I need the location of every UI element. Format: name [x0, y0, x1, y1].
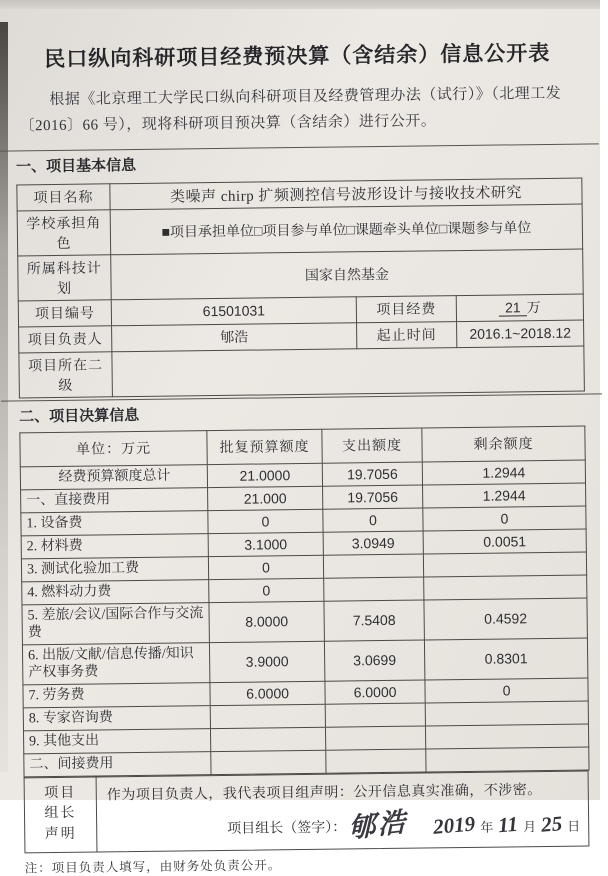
table-row	[22, 638, 587, 685]
cell-remaining: 0.0051	[423, 529, 586, 554]
declaration-statement: 作为项目负责人，我代表项目组声明：公开信息真实准确，不涉密。	[106, 782, 542, 803]
cell-remaining	[424, 575, 587, 600]
section2-heading: 二、项目决算信息	[1, 393, 602, 428]
handwritten-signature: 郇浩	[348, 806, 409, 844]
cell-spent: 7.5408	[324, 600, 424, 641]
section1-heading: 一、项目基本信息	[0, 143, 599, 178]
cell-approved: 21.0000	[207, 463, 322, 487]
declaration-label-line: 声明	[44, 826, 77, 842]
declaration-label-line: 项目	[44, 785, 77, 802]
cell-spent	[326, 748, 426, 772]
row-label: 二、间接费用	[24, 751, 211, 776]
cell-spent	[325, 725, 425, 749]
cell-approved: 3.9000	[209, 641, 324, 682]
row-label: 7. 劳务费	[23, 682, 210, 707]
cell-approved	[211, 750, 326, 774]
cell-approved: 0	[208, 555, 323, 579]
declaration-label-line: 组长	[44, 806, 77, 822]
col-header-unit: 单位：万元	[20, 430, 207, 466]
period-value: 2016.1~2018.12	[457, 320, 584, 348]
cell-remaining	[425, 724, 588, 749]
cell-spent: 3.0699	[324, 640, 424, 681]
pi-label: 项目负责人	[19, 325, 112, 352]
cell-spent	[325, 702, 425, 726]
cell-spent	[324, 577, 424, 601]
intro-paragraph: 根据《北京理工大学民口纵向科研项目及经费管理办法（试行）》（北理工发〔2016〕66 号），现将科研项目预决算（含结余）进行公开。	[19, 85, 562, 135]
signature-date	[433, 811, 580, 838]
dept-label: 项目所在二级	[19, 351, 113, 397]
cell-remaining: 1.2944	[422, 460, 585, 485]
day-char: 日	[567, 818, 581, 834]
cell-approved: 0	[208, 509, 323, 533]
budget-table	[19, 425, 589, 777]
budget-label: 项目经费	[356, 295, 456, 322]
table-row	[22, 598, 587, 645]
program-label: 所属科技计划	[18, 254, 112, 300]
budget-unit: 万	[526, 301, 541, 317]
cell-approved	[210, 727, 325, 751]
row-label: 一、直接费用	[21, 487, 208, 512]
cell-approved: 21.000	[208, 486, 323, 510]
cell-remaining: 0	[423, 506, 586, 531]
handwritten-day: 25	[540, 810, 564, 837]
cell-approved: 3.1000	[208, 532, 323, 556]
budget-amount: 21	[499, 299, 527, 316]
cell-spent: 0	[323, 508, 423, 532]
signature-line	[107, 808, 580, 845]
cell-remaining	[425, 701, 588, 726]
cell-spent: 3.0949	[323, 531, 423, 555]
dept-value	[112, 346, 585, 397]
handwritten-year: 2019	[432, 810, 477, 839]
signature-label: 项目组长（签字）：	[227, 820, 347, 837]
cell-approved: 0	[209, 578, 324, 602]
project-no-label: 项目编号	[18, 299, 111, 326]
row-label: 2. 材料费	[21, 533, 208, 558]
declaration-label	[25, 777, 98, 852]
cell-remaining	[426, 747, 589, 772]
cell-remaining: 0	[425, 678, 588, 703]
table-row	[17, 204, 583, 256]
cell-spent: 6.0000	[325, 680, 425, 704]
period-label: 起止时间	[357, 321, 457, 348]
row-label: 1. 设备费	[21, 510, 208, 535]
cell-approved	[210, 704, 325, 728]
month-char: 月	[523, 818, 537, 834]
cell-remaining: 0.8301	[424, 638, 587, 680]
cell-remaining: 1.2944	[423, 483, 586, 508]
cell-approved: 8.0000	[209, 601, 324, 642]
cell-spent	[323, 554, 423, 578]
row-label: 6. 出版/文献/信息传播/知识产权事务费	[22, 642, 209, 684]
declaration-body	[97, 771, 589, 851]
row-label: 9. 其他支出	[23, 728, 210, 753]
project-name-value: 类噪声 chirp 扩频测控信号波形设计与接收技术研究	[110, 178, 582, 210]
year-char: 年	[480, 819, 494, 835]
row-label: 5. 差旅/会议/国际合作与交流费	[22, 602, 209, 644]
cell-remaining	[423, 552, 586, 577]
program-value: 国家自然基金	[111, 249, 584, 300]
project-name-label: 项目名称	[17, 183, 110, 210]
row-label: 3. 测试化验加工费	[21, 556, 208, 581]
table-row	[19, 346, 585, 398]
basic-info-table	[16, 177, 585, 398]
school-role-label: 学校承担角色	[17, 209, 111, 255]
handwritten-month: 11	[497, 811, 520, 837]
row-label: 经费预算额度总计	[20, 464, 207, 489]
budget-value	[456, 294, 583, 322]
cell-spent: 19.7056	[323, 485, 423, 509]
row-label: 8. 专家咨询费	[23, 705, 210, 730]
pi-name: 郇浩	[112, 322, 357, 351]
table-row	[18, 249, 584, 301]
cell-remaining: 0.4592	[424, 598, 587, 640]
page-title: 民口纵向科研项目经费预决算（含结余）信息公开表	[44, 40, 551, 72]
footnote: 注：项目负责人填写，由财务处负责公开。	[24, 857, 282, 875]
row-label: 4. 燃料动力费	[22, 579, 209, 604]
col-header-approved: 批复预算额度	[207, 429, 322, 464]
cell-approved: 6.0000	[210, 681, 325, 705]
school-role-checkboxes: ■项目承担单位□项目参与单位□课题牵头单位□课题参与单位	[110, 204, 583, 255]
col-header-remaining: 剩余额度	[422, 426, 585, 462]
cell-spent: 19.7056	[322, 462, 422, 486]
project-no-value: 61501031	[111, 296, 356, 325]
col-header-spent: 支出额度	[322, 428, 422, 463]
declaration-box	[24, 770, 590, 853]
